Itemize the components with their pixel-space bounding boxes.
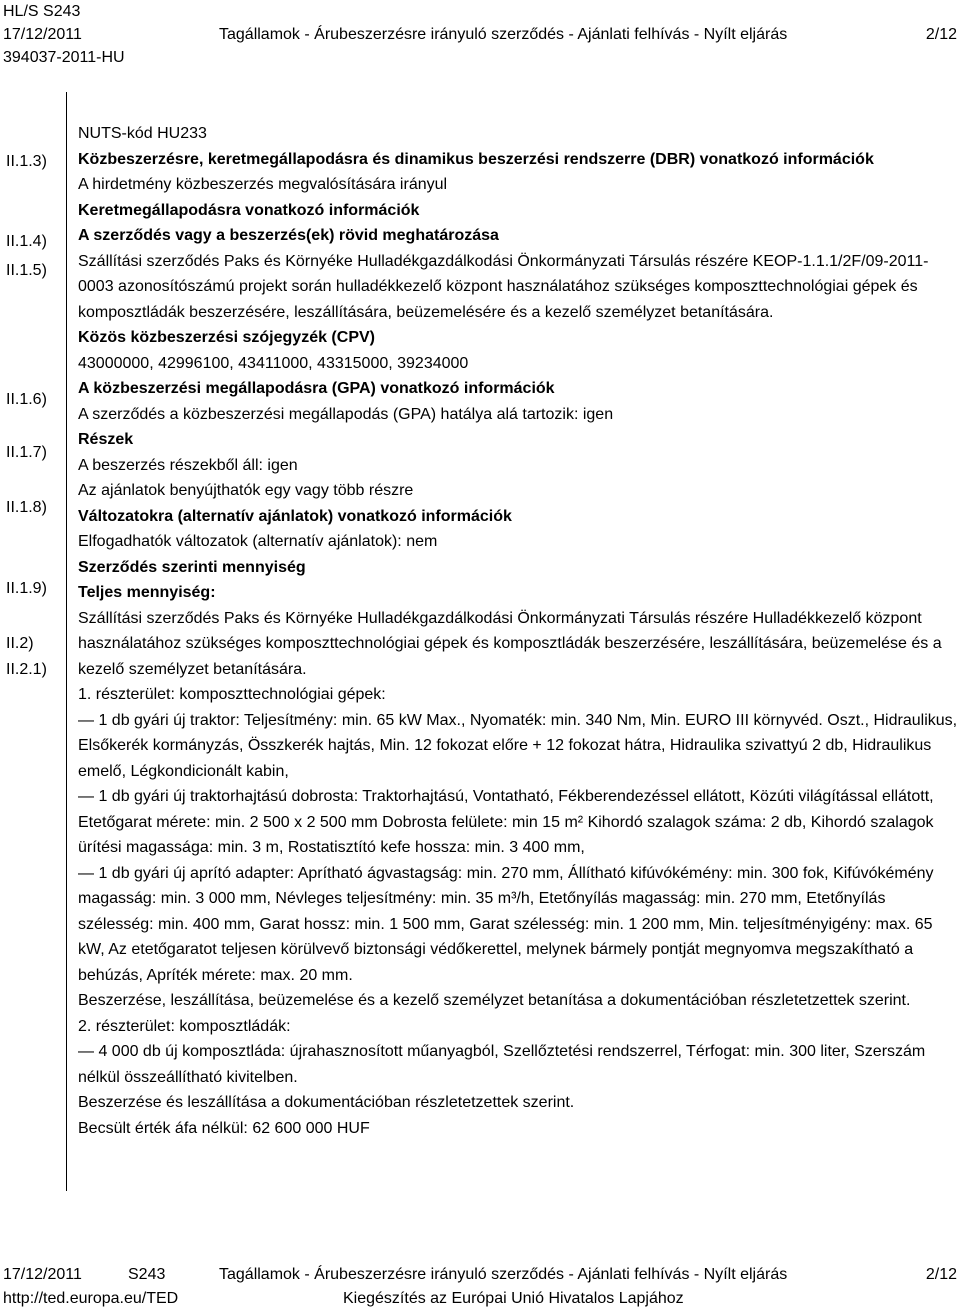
section-heading-ii-1-5: A szerződés vagy a beszerzés(ek) rövid meghatározása bbox=[78, 227, 499, 244]
header-page: 2/12 bbox=[925, 26, 957, 43]
lot-1-item: — 1 db gyári új traktorhajtású dobrosta: Traktorhajtású, Vontatható, Fékberendezéssel ellátott, Közúti világítással ellátott, Etetőgarat mérete: min. 2 500 x 2 500 mm Dobrosta felülete: min 15 m² Kihordó szalagok száma: 2 db, Kihordó szalagok ürítési magassága: min. 3 m, Rostatisztító kefe hossza: min. 3 400 mm, bbox=[78, 788, 934, 856]
lot-1-title: 1. részterület: komposzttechnológiai gépek: bbox=[78, 686, 386, 703]
header-doc-type: Tagállamok - Árubeszerzésre irányuló szerződés - Ajánlati felhívás - Nyílt eljárás bbox=[219, 26, 788, 43]
nuts-code: NUTS-kód HU233 bbox=[78, 125, 207, 142]
section-text-ii-1-8-b: Az ajánlatok benyújthatók egy vagy több részre bbox=[78, 482, 414, 499]
lot-2-item: — 4 000 db új komposztláda: újrahasznosított műanyagból, Szellőztetési rendszerrel, Térfogat: min. 300 liter, Szerszám nélkül összeállítható kivitelben. bbox=[78, 1043, 926, 1086]
section-number: II.1.4) bbox=[6, 233, 47, 250]
section-text-ii-1-8-a: A beszerzés részekből áll: igen bbox=[78, 456, 298, 474]
section-heading-ii-1-6: Közös közbeszerzési szójegyzék (CPV) bbox=[78, 329, 375, 346]
cpv-codes: 43000000, 42996100, 43411000, 43315000, 39234000 bbox=[78, 354, 469, 372]
footer-url[interactable]: http://ted.europa.eu/TED bbox=[3, 1290, 179, 1307]
section-number: II.1.6) bbox=[6, 391, 47, 408]
footer-doc-type: Tagállamok - Árubeszerzésre irányuló szerződés - Ajánlati felhívás - Nyílt eljárás bbox=[219, 1266, 788, 1283]
section-number: II.2.1) bbox=[6, 661, 47, 678]
header-reference: 394037-2011-HU bbox=[3, 49, 125, 66]
section-heading-ii-1-7: A közbeszerzési megállapodásra (GPA) vonatkozó információk bbox=[78, 380, 555, 397]
total-quantity-intro: Szállítási szerződés Paks és Környéke Hulladékgazdálkodási Önkormányzati Társulás részére Hulladékkezelő központ használatához szükséges komposzttechnológiai gépek és komposztládák beszerzésére, leszállítására, beüzemelése és a kezelő személyzet betanítására. bbox=[78, 609, 942, 678]
lot-1-item: — 1 db gyári új aprító adapter: Aprítható ágvastagság: min. 270 mm, Állítható kifúvókémény: min. 300 fok, Kifúvókémény magasság: min. 3 000 mm, Névleges teljesítmény: min. 35 m³/h, Etetőnyílás magasság: min. 270 mm, Etetőnyílás szélesség: min. 400 mm, Garat hossz: min. 1 500 mm, Garat szélesség: min. 1 200 mm, Min. teljesítményigény: max. 65 kW, Az etetőgaratot teljesen körülvevő biztonsági védőkerettel, melynek bármely pontját megnyomva megszakítható a behúzás, Apríték mérete: max. 20 mm. bbox=[78, 864, 934, 984]
lot-1-item: — 1 db gyári új traktor: Teljesítmény: min. 65 kW Max., Nyomaték: min. 340 Nm, Min. EURO III környvéd. Oszt., Hidraulikus, Elsőkerék kormányzás, Összkerék hajtás, Min. 12 fokozat előre + 12 fokozat hátra, Hidraulika szivattyú 2 db, Hidraulikus emelő, Légkondicionált kabin, bbox=[78, 711, 958, 780]
section-number: II.1.9) bbox=[6, 580, 47, 597]
section-text-ii-1-9: Elfogadhatók változatok (alternatív ajánlatok): nem bbox=[78, 533, 438, 550]
section-text-ii-1-7: A szerződés a közbeszerzési megállapodás (GPA) hatálya alá tartozik: igen bbox=[78, 405, 614, 423]
section-heading-ii-2: Szerződés szerinti mennyiség bbox=[78, 558, 306, 576]
footer-publisher: Kiegészítés az Európai Unió Hivatalos Lapjához bbox=[343, 1290, 684, 1307]
footer-page: 2/12 bbox=[925, 1266, 957, 1283]
notice-body bbox=[78, 121, 958, 1141]
section-number: II.1.8) bbox=[6, 499, 47, 516]
lot-2-title: 2. részterület: komposztládák: bbox=[78, 1017, 291, 1035]
lot-2-delivery: Beszerzése és leszállítása a dokumentációban részletetzettek szerint. bbox=[78, 1094, 575, 1111]
section-text-ii-1-3: A hirdetmény közbeszerzés megvalósítására irányul bbox=[78, 176, 448, 193]
section-text-ii-1-5: Szállítási szerződés Paks és Környéke Hulladékgazdálkodási Önkormányzati Társulás részére KEOP-1.1.1/2F/09-2011-0003 azonosítószámú projekt során hulladékkezelő központ használatához szükséges komposzttechnológiai gépek és komposztládák beszerzésére, leszállítására, beüzemelésére és a kezelő személyzet betanítására. bbox=[78, 252, 929, 321]
header-date: 17/12/2011 bbox=[3, 26, 82, 43]
section-heading-ii-1-8: Részek bbox=[78, 431, 134, 448]
section-heading-ii-1-3: Közbeszerzésre, keretmegállapodásra és dinamikus beszerzési rendszerre (DBR) vonatkozó információk bbox=[78, 150, 874, 168]
section-number: II.2) bbox=[6, 635, 34, 652]
margin-rule bbox=[66, 92, 67, 1191]
estimated-value: Becsült érték áfa nélkül: 62 600 000 HUF bbox=[78, 1119, 370, 1137]
page-footer bbox=[3, 1263, 957, 1311]
section-heading-ii-2-1: Teljes mennyiség: bbox=[78, 584, 216, 601]
section-heading-ii-1-9: Változatokra (alternatív ajánlatok) vonatkozó információk bbox=[78, 507, 512, 525]
section-number: II.1.5) bbox=[6, 262, 47, 279]
lot-1-delivery: Beszerzése, leszállítása, beüzemelése és a kezelő személyzet betanítása a dokumentációban részletetzettek szerint. bbox=[78, 992, 911, 1009]
page-header bbox=[3, 0, 957, 69]
footer-series: S243 bbox=[128, 1266, 166, 1283]
doc-id-top: HL/S S243 bbox=[3, 3, 81, 20]
section-number: II.1.7) bbox=[6, 444, 47, 461]
section-heading-ii-1-4: Keretmegállapodásra vonatkozó információk bbox=[78, 201, 420, 219]
section-number: II.1.3) bbox=[6, 153, 47, 170]
footer-date: 17/12/2011 bbox=[3, 1266, 82, 1283]
